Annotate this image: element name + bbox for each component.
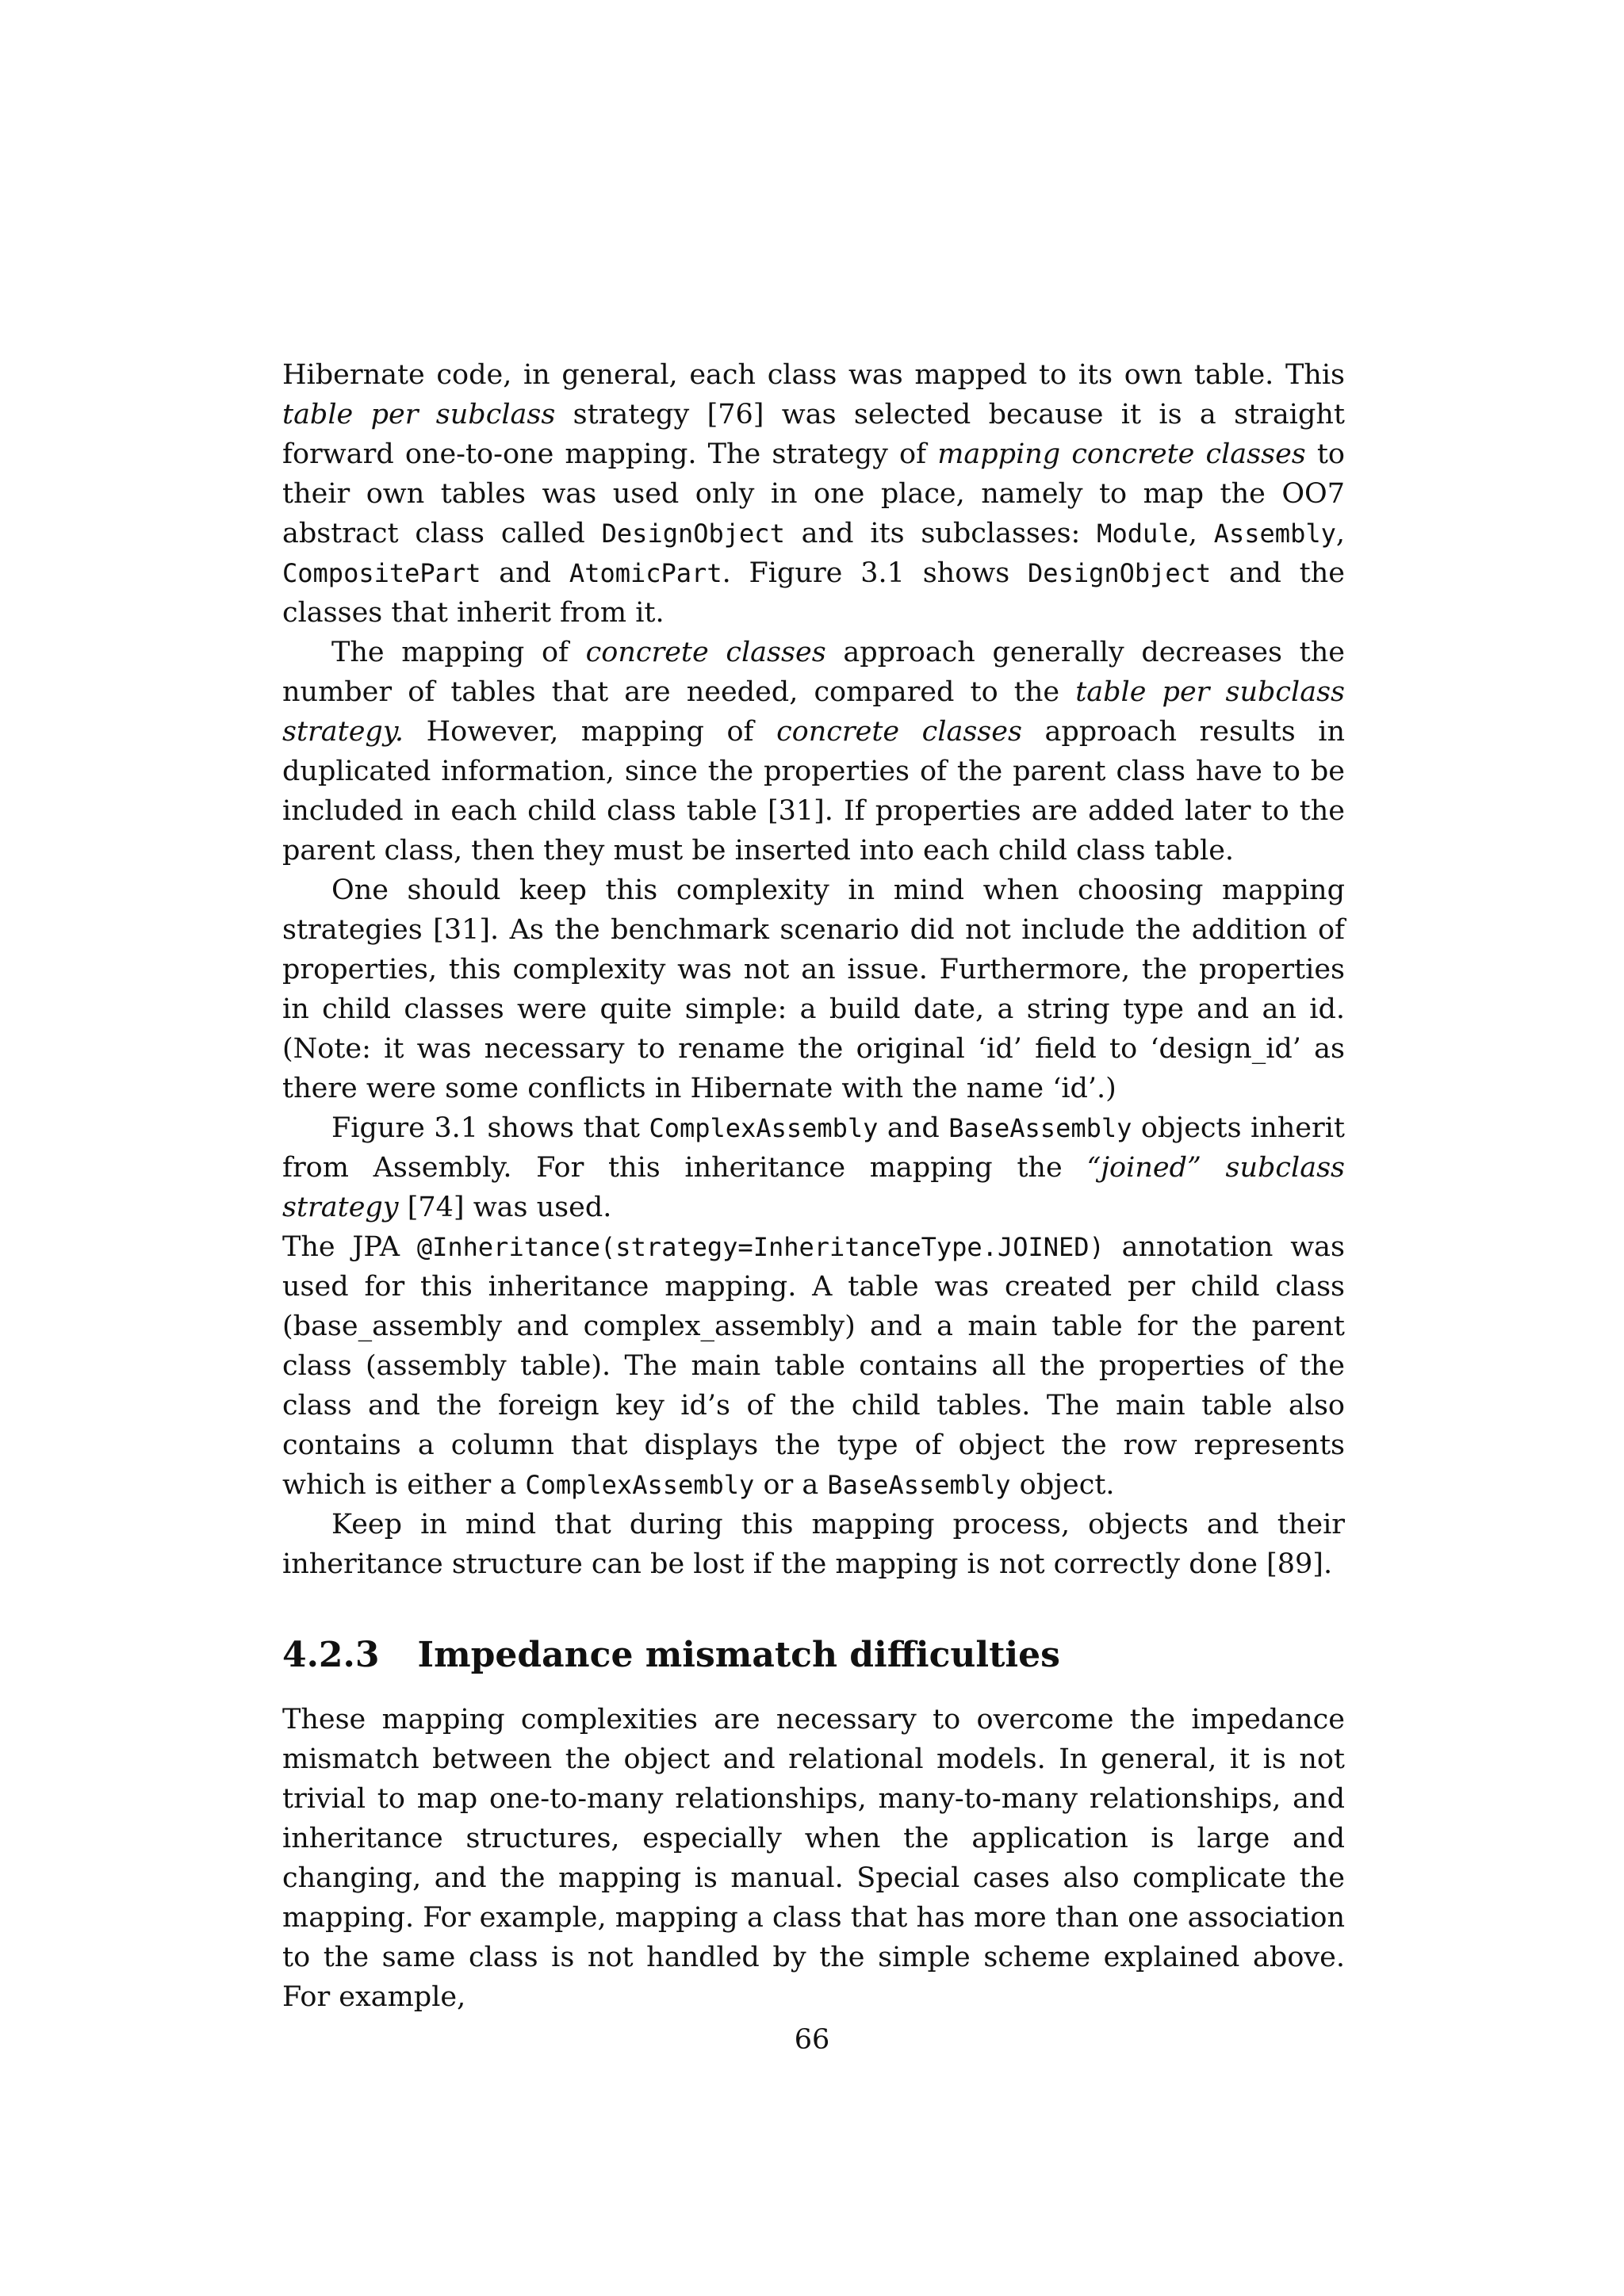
paragraph — [282, 355, 1345, 633]
text-run: , — [1188, 518, 1214, 549]
section-title: Impedance mismatch difficulties — [417, 1635, 1060, 1675]
text-run: and — [481, 557, 569, 589]
text-run: One should keep this complexity in mind when choosing mapping strategies [31]. As the benchmark scenario did not include the addition of properties, this complexity was not an issue. Furthermore, the properties in child classes were quite simple: a build date, a string type and an id. (Note: it was necessary to rename the original ‘id’ field to ‘design_id’ as there were some conflicts in Hibernate with the name ‘id’.) — [282, 874, 1345, 1104]
text-run: The mapping of — [331, 637, 586, 668]
page-body — [282, 355, 1345, 2017]
section-paragraphs — [282, 1700, 1345, 2017]
italic-text: concrete classes — [585, 637, 826, 668]
text-run: or a — [754, 1469, 828, 1501]
code-text: Module — [1097, 519, 1189, 549]
code-text: DesignObject — [601, 519, 785, 549]
paragraph — [282, 1108, 1345, 1227]
code-text: DesignObject — [1028, 558, 1212, 588]
text-run: and its subclasses: — [784, 518, 1097, 549]
text-run: Figure 3.1 shows that — [331, 1112, 649, 1144]
text-run: annotation was used for this inheritance mapping. A table was created per child class (base_assembly and complex_assembly) and a main table for the parent class (assembly table). The main table contains all the properties of the class and the foreign key id’s of the child tables. The main table also contains a column that displays the type of object the row represents which is either a — [282, 1231, 1345, 1501]
code-text: CompositePart — [282, 558, 481, 588]
text-run: , — [1335, 518, 1345, 549]
text-run: Hibernate code, in general, each class was mapped to its own table. This — [282, 359, 1345, 391]
italic-text: table per subclass — [282, 399, 556, 430]
italic-text: concrete classes — [776, 716, 1022, 748]
text-run: approach results in duplicated information, since the properties of the parent class have to be included in each child class table [31]. If properties are added later to the parent class, then they must be inserted into each child class table. — [282, 716, 1345, 867]
text-run: . Figure 3.1 shows — [722, 557, 1028, 589]
text-run: strategy [76] was selected because it is a straight forward one-to-one mapping. The strategy of — [282, 399, 1345, 470]
paragraph — [282, 633, 1345, 871]
section-heading — [282, 1632, 1345, 1679]
text-run: However, mapping of — [404, 716, 777, 748]
text-run: The JPA — [282, 1231, 417, 1263]
code-text: AtomicPart — [569, 558, 722, 588]
text-run: and the classes that inherit from it. — [282, 557, 1345, 629]
code-text: ComplexAssembly — [525, 1470, 755, 1500]
text-run: and — [878, 1112, 949, 1144]
paragraph — [282, 1700, 1345, 2017]
paragraph — [282, 1227, 1345, 1505]
code-text: BaseAssembly — [948, 1113, 1132, 1143]
text-run: These mapping complexities are necessary to overcome the impedance mismatch between the object and relational models. In general, it is not trivial to map one-to-many relationships, many-to-many relationships, and inheritance structures, especially when the application is large and changing, and the mapping is manual. Special cases also complicate the mapping. For example, mapping a class that has more than one association to the same class is not handled by the simple scheme explained above. For example, — [282, 1704, 1345, 2013]
text-run: to their own tables was used only in one place, namely to map the OO7 abstract class called — [282, 438, 1346, 549]
code-text: ComplexAssembly — [649, 1113, 879, 1143]
paragraph — [282, 871, 1345, 1108]
text-run: objects inherit from Assembly. For this inheritance mapping the — [282, 1112, 1345, 1184]
body-paragraphs — [282, 355, 1345, 1584]
paragraph — [282, 1505, 1345, 1584]
italic-text: mapping concrete classes — [937, 438, 1306, 470]
code-text: Assembly — [1213, 519, 1336, 549]
italic-text: table per subclass strategy. — [282, 676, 1345, 748]
code-text: @Inheritance(strategy=InheritanceType.JOINED) — [416, 1232, 1105, 1262]
text-run: object. — [1010, 1469, 1115, 1501]
section-number: 4.2.3 — [282, 1635, 380, 1675]
italic-text: “joined” subclass strategy — [282, 1152, 1346, 1223]
text-run: [74] was used. — [398, 1192, 612, 1223]
page-number: 66 — [794, 2024, 830, 2056]
text-run: approach generally decreases the number of tables that are needed, compared to the — [282, 637, 1345, 708]
text-run: Keep in mind that during this mapping process, objects and their inheritance structure can be lost if the mapping is not correctly done [89]. — [282, 1509, 1345, 1580]
code-text: BaseAssembly — [827, 1470, 1011, 1500]
